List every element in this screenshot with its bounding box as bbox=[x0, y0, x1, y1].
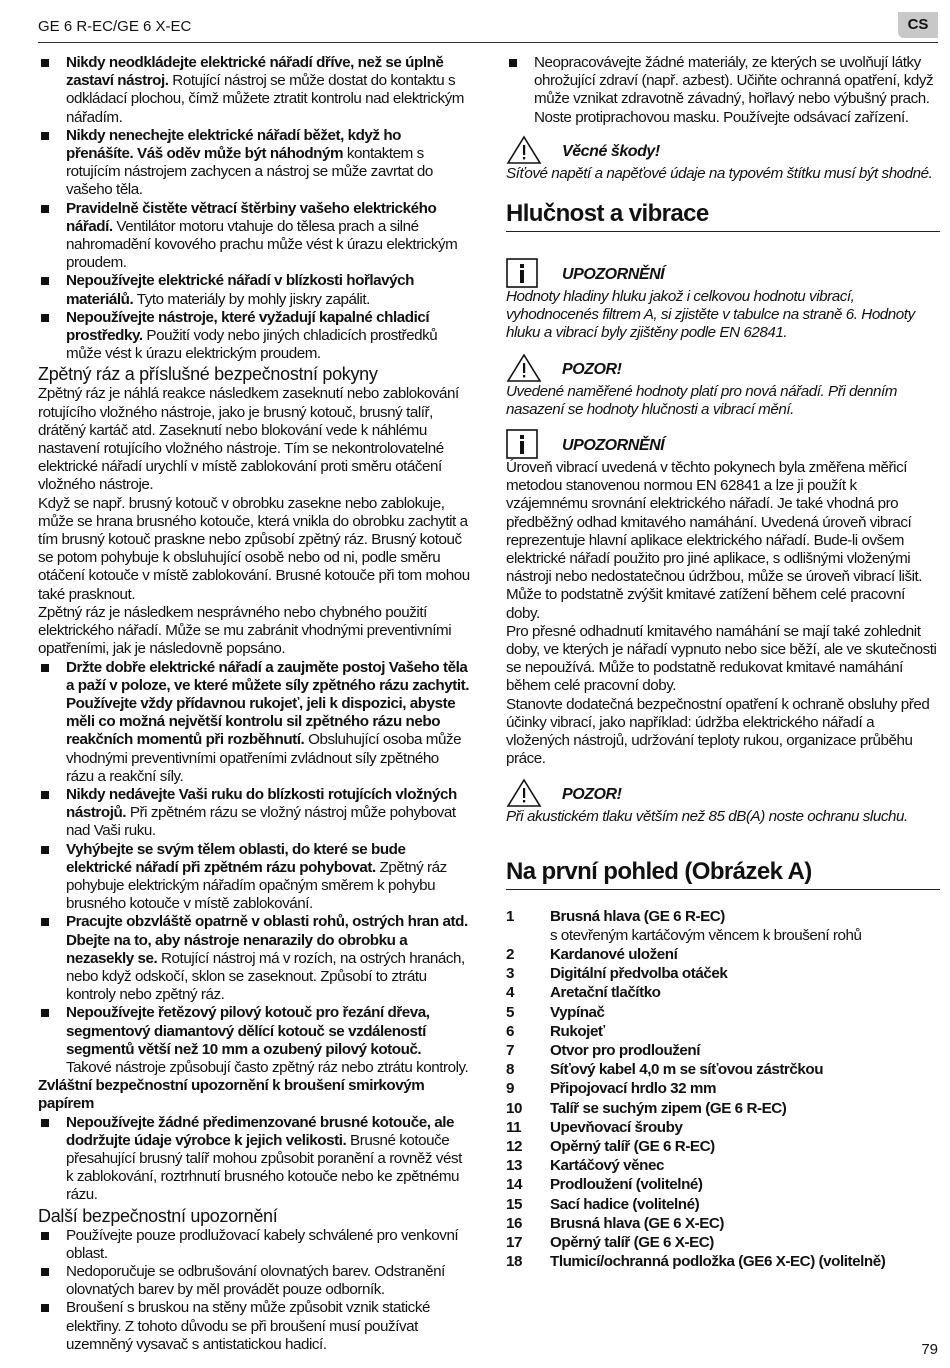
bullet-bold-text: Nepoužívejte nástroje, které vyžadují kapalné chladicí prostředky. bbox=[66, 308, 430, 345]
parts-list-item bbox=[506, 1157, 940, 1176]
item-label: Opěrný talíř (GE 6 R-EC) bbox=[550, 1137, 715, 1155]
item-number: 7 bbox=[506, 1042, 514, 1059]
bullet-bold-text: Pracujte obzvláště opatrně v oblasti rohů, ostrých hran atd. Dbejte na to, aby nástroje nenarazily do obrobku a nezasekly se. bbox=[66, 913, 468, 967]
parts-list-item bbox=[506, 1042, 940, 1061]
right-column bbox=[506, 54, 940, 1272]
item-number: 11 bbox=[506, 1118, 522, 1136]
parts-list-item bbox=[506, 1215, 940, 1234]
item-label: Aretační tlačítko bbox=[550, 984, 661, 1002]
parts-list-item bbox=[506, 1119, 940, 1138]
notice-1 bbox=[506, 258, 940, 288]
item-number: 1 bbox=[506, 907, 514, 925]
parts-list-item bbox=[506, 965, 940, 984]
vibration-paragraph: Stanovte dodatečná bezpečnostní opatření k ochraně obsluhy před účinky vibrací, jako například: údržba elektrického nářadí a vložených nástrojů, udržování teploty rukou, organizace průběhu práce. bbox=[506, 695, 930, 768]
item-number: 13 bbox=[506, 1157, 522, 1175]
bullet-text: Při zpětném rázu se vložný nástroj může pohybovat nad Vaši ruku. bbox=[66, 804, 456, 840]
bullet-text: Rotující nástroj má v rozích, na ostrých hranách, nebo když odskočí, sklon se zaseknout. Způsobí to ztrátu kontroly nebo zpětný ráz. bbox=[66, 949, 465, 1004]
bullet-text: Tyto materiály by mohly jiskry zapálit. bbox=[133, 290, 370, 308]
page-number: 79 bbox=[921, 1341, 938, 1358]
warning-triangle-icon bbox=[506, 778, 542, 808]
warning-triangle-icon bbox=[506, 353, 542, 383]
page-header bbox=[38, 16, 938, 43]
safety-bullet bbox=[38, 272, 470, 308]
item-label: Prodloužení (volitelné) bbox=[550, 1176, 703, 1194]
bullet-text: Ventilátor motoru vtahuje do tělesa prach a silné nahromadění kovového prachu může vést k úrazu elektrickým proudem. bbox=[66, 217, 458, 272]
parts-list-item bbox=[506, 1234, 940, 1253]
info-icon bbox=[506, 258, 538, 288]
info-icon bbox=[506, 429, 538, 459]
item-label: Rukojeť bbox=[550, 1022, 605, 1040]
kickback-bullet bbox=[38, 913, 470, 1004]
bullet-text: Obsluhující osoba může vhodnými preventivními opatřeními zvládnout síly zpětného rázu a reakční síly. bbox=[66, 731, 462, 785]
item-number: 15 bbox=[506, 1195, 522, 1213]
kickback-bullet bbox=[38, 1004, 470, 1077]
bullet-text: Takové nástroje způsobují často zpětný ráz nebo ztrátu kontroly. bbox=[66, 1058, 469, 1076]
bullet-bold-text: Nikdy nedávejte Vaši ruku do blízkosti rotujících vložných nástrojů. bbox=[66, 785, 457, 822]
warning-triangle-icon bbox=[506, 135, 542, 165]
safety-bullet bbox=[38, 309, 470, 364]
item-number: 14 bbox=[506, 1176, 522, 1194]
item-label: Upevňovací šrouby bbox=[550, 1118, 683, 1136]
item-label: Otvor pro prodloužení bbox=[550, 1042, 701, 1059]
bullet-text: Použití vody nebo jiných chladicích prostředků může vést k úrazu elektrickým proudem. bbox=[66, 327, 438, 363]
kickback-bullet bbox=[38, 786, 470, 841]
left-column bbox=[38, 54, 470, 1354]
bullet-bold-text: Nikdy nenechejte elektrické nářadí běžet, když ho přenášíte. Váš oděv může být náhodným bbox=[66, 126, 401, 163]
caution-1 bbox=[506, 353, 940, 383]
damage-text: Síťové napětí a napěťové údaje na typovém štítku musí být shodné. bbox=[506, 164, 933, 182]
parts-list bbox=[506, 908, 940, 1273]
item-label: Brusná hlava (GE 6 X-EC) bbox=[550, 1214, 725, 1232]
kickback-paragraph: Když se např. brusný kotouč v obrobku zasekne nebo zablokuje, může se hrana brusného kotouče, která vnikla do obrobku zachytit a tím brusný kotouč praskne nebo způsobí zpětný ráz. Brusný kotouč se potom pohybuje k obsluhující osobě nebo od ni, podle směru otáčení kotouče v místě zablokování. Brusné kotouče při tom mohou také prasknout. bbox=[38, 494, 470, 603]
item-label: Digitální předvolba otáček bbox=[550, 965, 728, 983]
kickback-bullet bbox=[38, 659, 470, 786]
item-number: 5 bbox=[506, 1003, 514, 1021]
item-label: Tlumicí/ochranná podložka (GE6 X-EC) (volitelně) bbox=[550, 1253, 886, 1271]
item-label: s otevřeným kartáčovým věncem k broušení rohů bbox=[550, 926, 862, 944]
safety-bullet bbox=[38, 54, 470, 127]
caution-text: Při akustickém tlaku větším než 85 dB(A) noste ochranu sluchu. bbox=[506, 808, 908, 826]
bullet-bold-text: Pravidelně čistěte větrací štěrbiny vašeho elektrického nářadí. bbox=[66, 199, 437, 235]
parts-list-item bbox=[506, 984, 940, 1003]
abrasive-heading: Zvláštní bezpečnostní upozornění k broušení smirkovým papírem bbox=[38, 1077, 425, 1113]
item-label: Připojovací hrdlo 32 mm bbox=[550, 1080, 717, 1098]
document-title: GE 6 R-EC/GE 6 X-EC bbox=[38, 18, 192, 35]
parts-list-item bbox=[506, 1176, 940, 1195]
item-number: 2 bbox=[506, 946, 514, 964]
language-badge: CS bbox=[898, 12, 938, 38]
item-label: Opěrný talíř (GE 6 X-EC) bbox=[550, 1233, 714, 1251]
bullet-bold-text: Nepoužívejte řetězový pilový kotouč pro řezání dřeva, segmentový diamantový dělící kotouč se vzdáleností segmentů větší než 10 mm a ozubený pilový kotouč. bbox=[66, 1004, 430, 1058]
caution-title: POZOR! bbox=[562, 786, 622, 804]
item-label: Talíř se suchým zipem (GE 6 R-EC) bbox=[550, 1099, 787, 1117]
bullet-text: Zpětný ráz pohybuje elektrickým nářadím opačným směrem k pohybu brusného kotouče v místě zablokování. bbox=[66, 858, 447, 913]
item-number: 4 bbox=[506, 984, 514, 1002]
parts-list-item bbox=[506, 927, 940, 946]
other-bullet: Broušení s bruskou na stěny může způsobit vznik statické elektřiny. Z tohoto důvodu se při broušení musí používat uzemněný vysavač s antistatickou hadicí. bbox=[38, 1299, 470, 1354]
bullet-bold-text: Nikdy neodkládejte elektrické nářadí dříve, než se úplně zastaví nástroj. bbox=[66, 54, 444, 90]
item-label: Kardanové uložení bbox=[550, 946, 678, 964]
parts-list-item bbox=[506, 1061, 940, 1080]
item-label: Kartáčový věnec bbox=[550, 1157, 664, 1175]
parts-list-item bbox=[506, 1138, 940, 1157]
parts-list-item bbox=[506, 1196, 940, 1215]
parts-list-item bbox=[506, 1004, 940, 1023]
bullet-bold-text: Držte dobře elektrické nářadí a zaujměte postoj Vašeho těla a paží v poloze, ve které můžete síly zpětného rázu zachytit. Používejte vždy přídavnou rukojeť, jeli k dispozici, abyste měli co možná největší kontrolu sil zpětného rázu nebo reakčních momentů při rozběhnutí. bbox=[66, 658, 469, 749]
item-number: 3 bbox=[506, 965, 514, 983]
parts-list-item bbox=[506, 1080, 940, 1099]
notice-title: UPOZORNĚNÍ bbox=[562, 266, 665, 284]
other-safety-heading: Další bezpečnostní upozornění bbox=[38, 1205, 278, 1226]
item-number: 12 bbox=[506, 1137, 522, 1155]
caution-text: Uvedené naměřené hodnoty platí pro nová nářadí. Při denním nasazení se hodnoty hlučnosti a vibrací mění. bbox=[506, 382, 897, 418]
damage-title: Věcné škody! bbox=[562, 142, 660, 160]
item-number: 16 bbox=[506, 1214, 522, 1232]
item-number: 6 bbox=[506, 1022, 514, 1040]
kickback-heading: Zpětný ráz a příslušné bezpečnostní pokyny bbox=[38, 364, 378, 385]
kickback-paragraph: Zpětný ráz je následkem nesprávného nebo chybného použití elektrického nářadí. Může se mu zabránit vhodnými preventivními opatřeními, jak je následovně popsáno. bbox=[38, 603, 452, 658]
item-label: Brusná hlava (GE 6 R-EC) bbox=[550, 907, 725, 925]
notice-2 bbox=[506, 429, 940, 459]
item-number: 10 bbox=[506, 1099, 522, 1117]
item-number: 17 bbox=[506, 1233, 522, 1251]
item-label: Sací hadice (volitelné) bbox=[550, 1195, 700, 1213]
bullet-text: Rotující nástroj se může dostat do kontaktu s odkládací plochou, čímž můžete ztratit kontrolu nad elektrickým nářadím. bbox=[66, 72, 464, 126]
bullet-bold-text: Nepoužívejte žádné předimenzované brusné kotouče, ale dodržujte údaje výrobce k jejich velikosti. bbox=[66, 1113, 455, 1149]
parts-list-item bbox=[506, 1253, 940, 1272]
item-number: 18 bbox=[506, 1253, 522, 1271]
notice-text: Hodnoty hladiny hluku jakož i celkovou hodnotu vibrací, vyhodnocenés filtrem A, si zjistěte v tabulce na straně 6. Hodnoty hluku a vibrací byly zjištěny podle EN 62841. bbox=[506, 288, 915, 342]
bullet-bold-text: Nepoužívejte elektrické nářadí v blízkosti hořlavých materiálů. bbox=[66, 272, 414, 308]
bullet-text: kontaktem s rotujícím nástrojem zachycen a nástroj se může zavrtat do vašeho těla. bbox=[66, 145, 433, 199]
safety-bullet bbox=[38, 200, 470, 273]
caution-title: POZOR! bbox=[562, 360, 622, 378]
abrasive-bullet bbox=[38, 1114, 470, 1205]
damage-notice bbox=[506, 135, 940, 165]
parts-list-item bbox=[506, 1100, 940, 1119]
vibration-paragraph: Úroveň vibrací uvedená v těchto pokynech byla změřena měřicí metodou stanovenou normou EN 62841 a lze ji použít k vzájemnému srovnání elektrického nářadí. Je také vhodná pro předběžný odhad kmitavého namáhání. Uvedená úroveň vibrací reprezentuje hlavní aplikace elektrického nářadí. Bude-li ovšem elektrické nářadí použito pro jiné aplikace, s odlišnými vloženými nástroji nebo nedostatečnou údržbou, může se úroveň vibrací lišit. Může to podstatně zvýšit kmitavé zatížení během celé pracovní doby. bbox=[506, 459, 923, 622]
safety-bullet: Neopracovávejte žádné materiály, ze kterých se uvolňují látky ohrožující zdraví (např. azbest). Učiňte ochranná opatření, když může vznikat zdravotně závadný, hořlavý nebo výbušný prach. Noste protiprachovou masku. Používejte odsávací zařízení. bbox=[506, 54, 940, 127]
safety-bullet bbox=[38, 127, 470, 200]
kickback-bullet bbox=[38, 841, 470, 914]
parts-list-item bbox=[506, 908, 940, 927]
item-label: Vypínač bbox=[550, 1003, 605, 1021]
bullet-text: Brusné kotouče přesahující brusný talíř mohou způsobit poranění a rovněž vést k zablokování, roztrhnutí brusného kotouče nebo ke zpětnému rázu. bbox=[66, 1131, 462, 1204]
other-bullet: Nedoporučuje se odbrušování olovnatých barev. Odstranění olovnatých barev by měl provádět pouze odborník. bbox=[38, 1263, 470, 1299]
parts-list-item bbox=[506, 1023, 940, 1042]
vibration-paragraph: Pro přesné odhadnutí kmitavého namáhání se mají také zohlednit doby, ve kterých je nářadí vypnuto nebo sice běží, ale ve skutečnosti se nepoužívá. Může to podstatně redukovat kmitavé namáhání během celé pracovní doby. bbox=[506, 622, 937, 695]
kickback-paragraph: Zpětný ráz je náhlá reakce následkem zaseknutí nebo zablokování rotujícího vložného nástroje, jako je brusný kotouč, brusný talíř, drátěný kartáč atd. Zaseknutí nebo blokování vede k náhlému nastavení rotujícího vložného nástroje. Tím se nekontrolovatelné elektrické nářadí urychlí v místě zablokování proti směru otáčení vložného nástroje. bbox=[38, 385, 459, 494]
item-label: Síťový kabel 4,0 m se síťovou zástrčkou bbox=[550, 1061, 824, 1079]
parts-list-item bbox=[506, 946, 940, 965]
overview-heading: Na první pohled (Obrázek A) bbox=[506, 857, 940, 890]
item-number: 8 bbox=[506, 1061, 514, 1079]
noise-heading: Hlučnost a vibrace bbox=[506, 199, 940, 232]
other-bullet: Používejte pouze prodlužovací kabely schválené pro venkovní oblast. bbox=[38, 1227, 470, 1263]
item-number: 9 bbox=[506, 1080, 514, 1098]
caution-2 bbox=[506, 778, 940, 808]
notice-title: UPOZORNĚNÍ bbox=[562, 437, 665, 455]
bullet-bold-text: Vyhýbejte se svým tělem oblasti, do které se bude elektrické nářadí při zpětném rázu pohybovat. bbox=[66, 840, 406, 876]
